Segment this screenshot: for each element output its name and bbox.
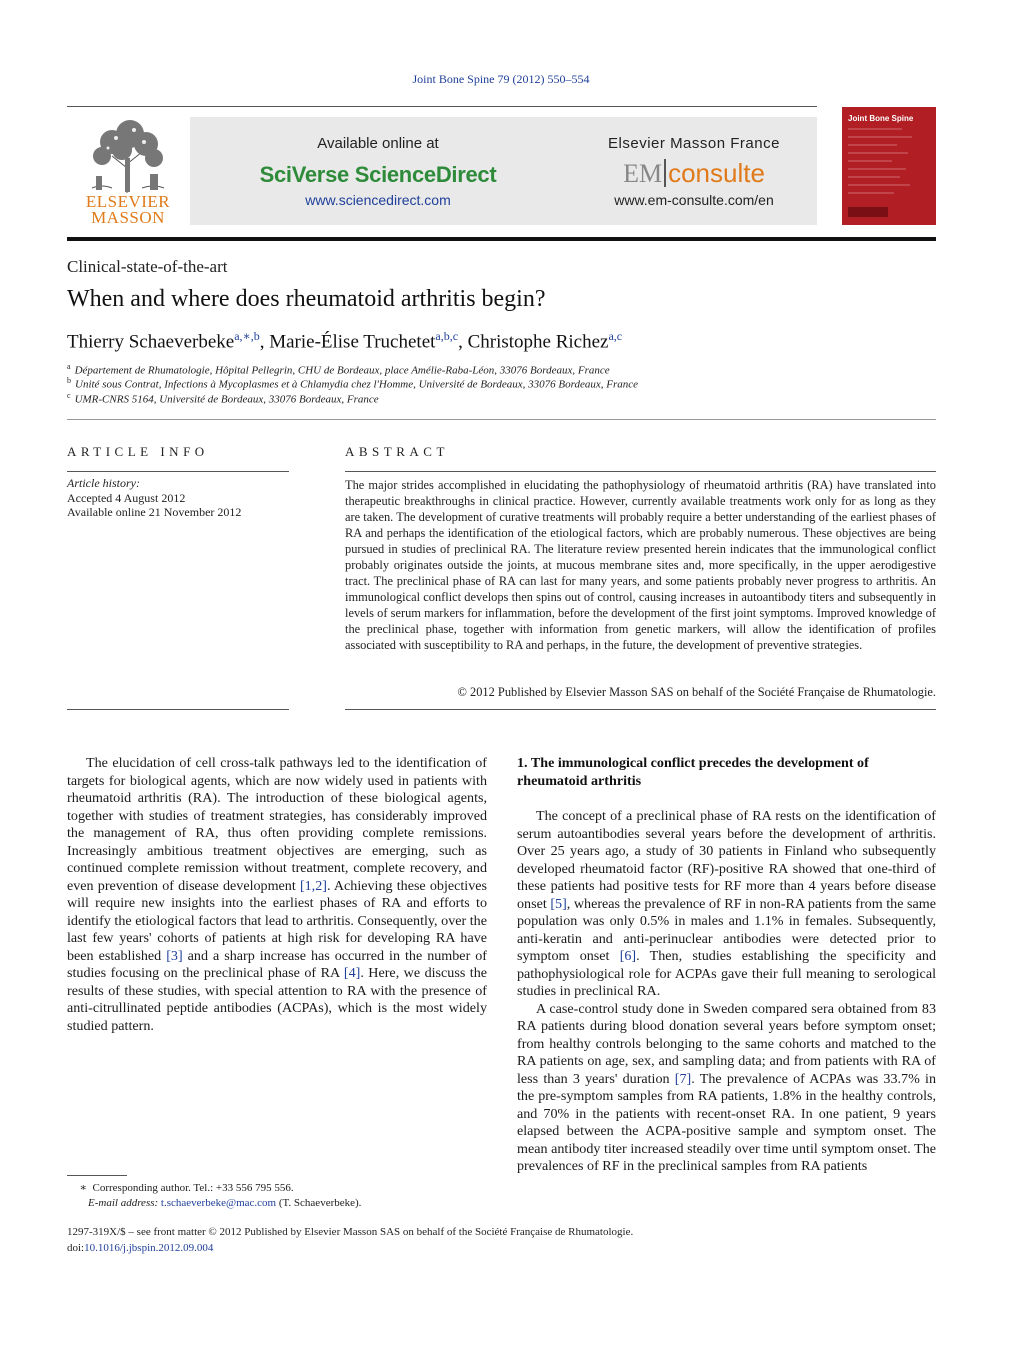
abstract-rule: [345, 471, 936, 472]
affiliation-text: UMR-CNRS 5164, Université de Bordeaux, 33076 Bordeaux, France: [74, 393, 379, 406]
corresponding-author-footnote: [67, 1181, 361, 1211]
author-separator: ,: [458, 331, 468, 353]
author-name: Marie-Élise Truchetet: [269, 331, 436, 353]
body-text: . Here, we discuss the results of these studies, with special attention to RA with the presence of anti-citrullinated peptide antibodies (ACPAs), which is the most widely studied pattern.: [67, 965, 487, 1034]
author-affiliation-marks[interactable]: a,b,c: [435, 329, 459, 343]
elsevier-tree-logo-icon: [82, 118, 172, 194]
section1-paragraph-1: [517, 808, 936, 1001]
header-thick-rule: [67, 237, 936, 241]
intro-paragraph: [67, 755, 487, 1035]
author-name: Thierry Schaeverbeke: [67, 331, 235, 353]
affiliation-marker: a: [67, 362, 71, 371]
body-text: The elucidation of cell cross-talk pathways led to the identification of targets for biological agents, which are now widely used in patients with rheumatoid arthritis (RA). The introduction of these biological agents, together with studies of treatment strategies, has considerably improved the management of RA, thus often providing complete remissions. Increasingly ambitious treatment objectives are emerging, such as continued complete remission without treatment, complete recovery, and even prevention of disease development: [67, 755, 487, 894]
affiliation-text: Département de Rhumatologie, Hôpital Pellegrin, CHU de Bordeaux, place Amélie-Raba-Léon, 33076 Bordeaux, France: [74, 364, 610, 377]
author-affiliation-marks[interactable]: a,∗,b: [234, 329, 260, 343]
body-column-left: [67, 755, 487, 1035]
body-text: , whereas the prevalence of RF in non-RA patients from the same population was only 0.5% in males and 1.1% in females. Subsequently, anti-keratin and anti-perinuclear antibodies were detected prior to symptom onset: [517, 895, 936, 964]
citation-link[interactable]: [1,2]: [299, 877, 327, 894]
citation-link[interactable]: [4]: [343, 965, 361, 981]
abstract-text: The major strides accomplished in elucidating the pathophysiology of rheumatoid arthritis (RA) have translated into therapeutic breakthroughs in clinical practice. However, currently available treatments work only for as long as they are taken. The development of curative treatments will probably require a better understanding of the earliest phases of RA and perhaps the identification of the etiological factors, which are probably numerous. These objectives are being pursued in studies of preclinical RA. The literature review presented herein indicates that the immunological conflict probably originates outside the joints, at mucous membrane sites and, more specifically, in the upper aerodigestive tract. The preclinical phase of RA can last for many years, and some patients probably never progress to arthritis. An immunological conflict develops then spins out of control, causing increases in autoantibody titers and subsequently in levels of serum markers for inflammation, before the development of the first joint symptoms. Improved knowledge of the preclinical phase, together with information from genetic markers, will allow the identification of profiles associated with susceptibility to RA and perhaps, in the future, the development of preventive strategies.: [345, 478, 936, 652]
em-consulte-link[interactable]: www.em-consulte.com/en: [614, 192, 774, 208]
article-info-bottom-rule: [67, 709, 289, 710]
author-list: [67, 329, 622, 353]
available-online-text: Available online at: [317, 135, 439, 152]
footnote-rule: [67, 1175, 127, 1176]
doi-label: doi:: [67, 1241, 85, 1254]
elsevier-wordmark-line1: ELSEVIER: [85, 192, 171, 211]
available-date: Available online 21 November 2012: [67, 505, 242, 519]
journal-cover-thumbnail[interactable]: [842, 107, 936, 225]
citation-link[interactable]: [3]: [166, 947, 183, 964]
elsevier-wordmark-line2: MASSON: [91, 208, 165, 227]
title-block-rule: [67, 419, 936, 420]
affiliation-marker: c: [67, 391, 71, 400]
article-history: [67, 476, 241, 520]
cover-journal-title: Joint Bone Spine: [848, 114, 914, 123]
abstract-copyright: © 2012 Published by Elsevier Masson SAS on behalf of the Société Française de Rhumatologie.: [457, 685, 936, 699]
sciverse-sciencedirect-logo[interactable]: SciVerse ScienceDirect: [259, 162, 497, 187]
header-rule: [67, 106, 817, 107]
doi-link[interactable]: 10.1016/j.jbspin.2012.09.004: [84, 1241, 214, 1254]
affiliation-text: Unité sous Contrat, Infections à Mycoplasmes et à Chlamydia chez l'Homme, Université de Bordeaux, 33076 Bordeaux, France: [75, 378, 639, 391]
em-consulte-logo[interactable]: [540, 158, 848, 189]
body-column-right: [517, 808, 936, 1176]
journal-citation-link[interactable]: Joint Bone Spine 79 (2012) 550–554: [412, 72, 590, 86]
publisher-name: Elsevier Masson France: [608, 135, 780, 152]
accepted-date: Accepted 4 August 2012: [67, 490, 186, 505]
body-text: . The prevalence of ACPAs was 33.7% in the pre-symptom samples from RA patients, 1.8% in the healthy controls, and 70% in the patients with recent-onset RA. In one patient, 9 years elapsed between the ACPA-positive sample and symptom onset. The mean antibody titer increased steadily over time until symptom onset. The prevalences of RF in the preclinical samples from RA patients: [517, 1070, 936, 1174]
sciencedirect-link[interactable]: www.sciencedirect.com: [305, 192, 451, 208]
abstract-heading: ABSTRACT: [345, 444, 449, 459]
em-logo-divider: [664, 159, 666, 187]
article-title: When and where does rheumatoid arthritis begin?: [67, 286, 546, 312]
author-name: Christophe Richez: [467, 331, 609, 353]
affiliation-a: [67, 362, 610, 377]
body-text: The concept of a preclinical phase of RA rests on the identification of serum autoantibodies several years before the development of arthritis. Over 25 years ago, a study of 30 patients in Finland who subsequently developed rheumatoid factor (RF)-positive RA showed that one-third of these patients had positive tests for RF more than 4 years before disease onset: [517, 808, 936, 912]
email-suffix: (T. Schaeverbeke).: [276, 1197, 362, 1209]
article-section-type: Clinical-state-of-the-art: [67, 257, 228, 276]
citation-link[interactable]: [6]: [619, 948, 637, 964]
article-info-rule: [67, 471, 289, 472]
citation-link[interactable]: [5]: [550, 895, 567, 912]
citation-link[interactable]: [7]: [674, 1070, 692, 1087]
cover-texture-icon: [842, 107, 936, 225]
abstract-bottom-rule: [345, 709, 936, 710]
body-text: . Then, studies establishing the specificity and pathophysiological role for ACPAs gave their full meaning to serological studies in preclinical RA.: [517, 948, 937, 999]
corresponding-author-text: Corresponding author. Tel.: +33 556 795 556.: [92, 1182, 294, 1194]
section1-paragraph-2: [517, 1001, 936, 1176]
author-email-link[interactable]: t.schaeverbeke@mac.com: [160, 1197, 277, 1209]
author-affiliation-marks[interactable]: a,c: [608, 329, 623, 343]
body-text: and a sharp increase has occurred in the number of studies focusing on the preclinical phase of RA: [67, 947, 487, 981]
author-separator: ,: [259, 331, 270, 353]
footnote-marker: ∗: [79, 1182, 87, 1194]
elsevier-masson-wordmark: [67, 194, 189, 226]
issn-line: 1297-319X/$ – see front matter © 2012 Published by Elsevier Masson SAS on behalf of the Société Française de Rhumatologie.: [67, 1226, 634, 1238]
em-logo-left: EM: [623, 159, 663, 188]
affiliation-marker: b: [67, 376, 71, 385]
email-label: E-mail address:: [88, 1197, 159, 1209]
affiliation-b: [67, 376, 638, 391]
body-text: . Achieving these objectives will require new insights into the earliest phases of RA and efforts to identify the etiological factors that lead to arthritis. Consequently, over the last few years' cohorts of patients at high risk for developing RA have been established: [67, 877, 487, 964]
section-heading: 1. The immunological conflict precedes the development of rheumatoid arthritis: [517, 755, 869, 789]
history-label: Article history:: [67, 476, 140, 490]
body-text: A case-control study done in Sweden compared sera obtained from 83 RA patients during blood donation several years before symptom onset; from healthy controls belonging to the same cohorts and matched to the RA patients on age, sex, and sampling data; and from patients with RA of less than 3 years' duration: [517, 1000, 936, 1087]
em-logo-right: consulte: [668, 158, 765, 188]
affiliation-c: [67, 391, 379, 406]
article-info-heading: ARTICLE INFO: [67, 444, 209, 459]
front-matter-info: [67, 1225, 633, 1256]
